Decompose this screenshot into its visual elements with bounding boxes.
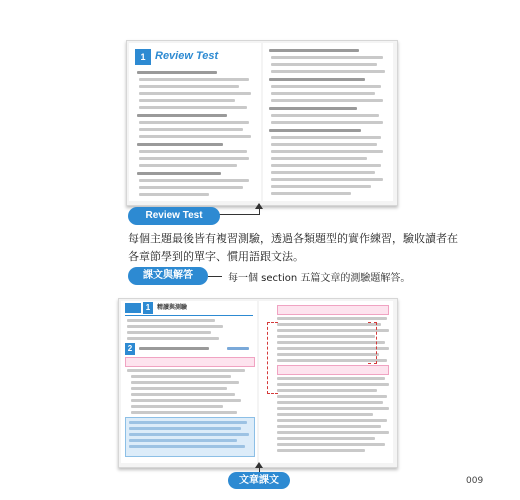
section-tab <box>125 303 141 313</box>
article-text-label: 文章課文 <box>228 472 290 489</box>
answer-callout-left <box>267 322 278 394</box>
review-connector-arrow <box>255 203 263 209</box>
section-title: 精讀與測驗 <box>157 304 188 311</box>
page-number: 009 <box>466 476 484 486</box>
question-highlight <box>125 357 255 367</box>
review-test-spread <box>126 40 398 206</box>
answer-callout-right <box>368 322 377 364</box>
answer-highlight-1 <box>277 305 389 315</box>
text-answer-label: 課文與解答 <box>128 267 208 285</box>
answer-highlight-2 <box>277 365 389 375</box>
review-test-title: Review Test <box>155 50 219 62</box>
article-connector-arrow <box>255 462 263 468</box>
review-test-label: Review Test <box>128 207 220 225</box>
review-caption-line-1: 每個主題最後皆有複習測驗，透過各類題型的實作練習，驗收讀者在 <box>128 232 458 245</box>
review-caption-line-2: 各章節學到的單字、慣用語跟文法。 <box>128 250 304 263</box>
text-answer-connector <box>208 276 222 277</box>
section-badge-2: 2 <box>125 343 135 355</box>
text-answer-caption: 每一個 section 五篇文章的測驗題解答。 <box>228 273 411 284</box>
article-spread <box>118 298 398 468</box>
section-badge-1: 1 <box>143 302 153 314</box>
review-test-header <box>135 49 235 65</box>
chapter-badge: 1 <box>135 49 151 65</box>
